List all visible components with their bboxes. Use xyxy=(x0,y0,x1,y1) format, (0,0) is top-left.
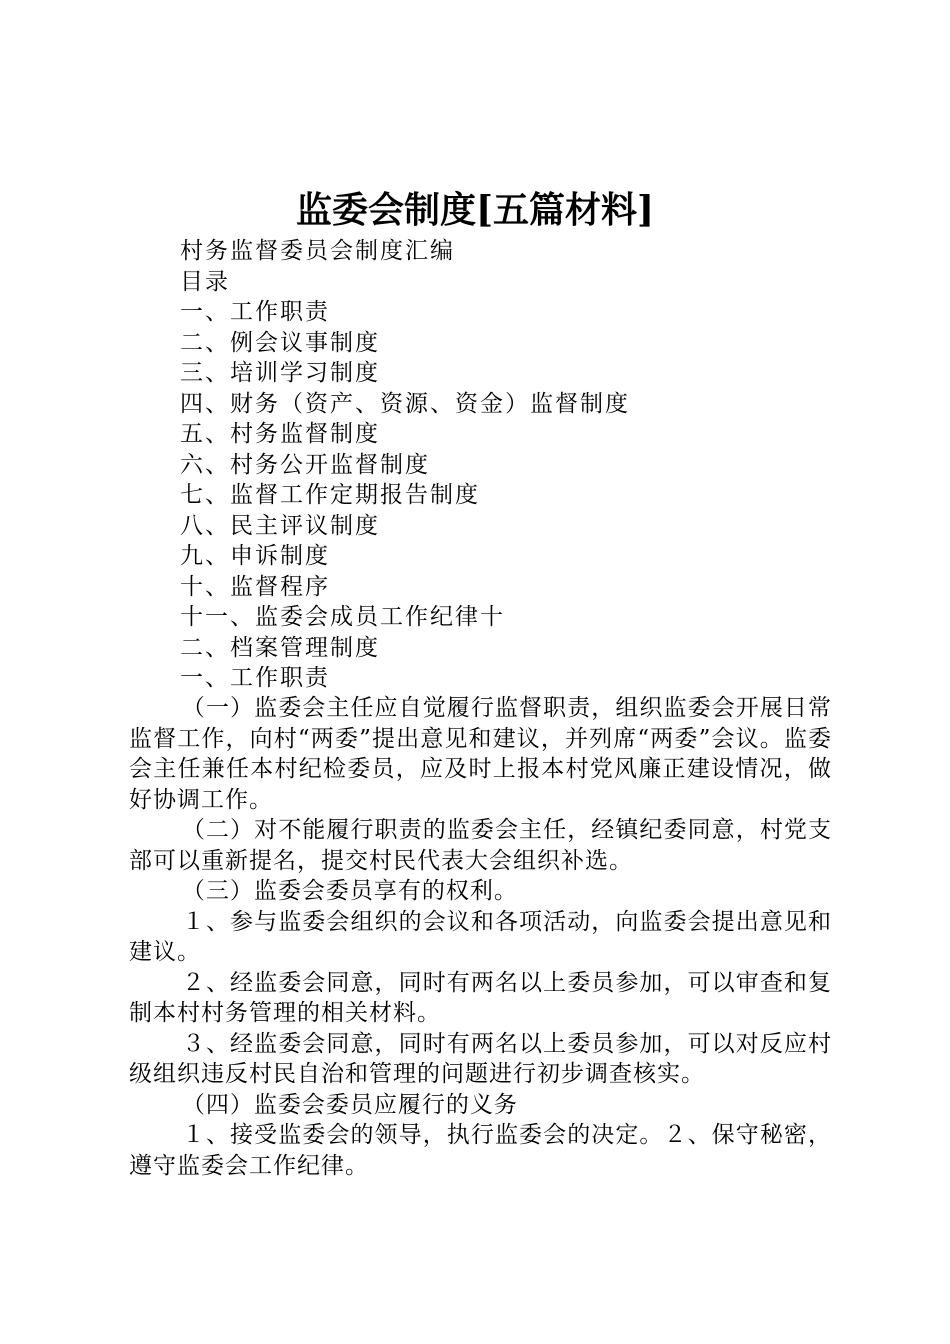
toc-item: 四、财务（资产、资源、资金）监督制度 xyxy=(180,390,630,417)
toc-item: 一、工作职责 xyxy=(180,299,330,325)
body-paragraph: ３、经监委会同意，同时有两名以上委员参加，可以对反应村级组织违反村民自治和管理的问题进行初步调查核实。 xyxy=(129,1030,832,1087)
toc-item: 五、村务监督制度 xyxy=(180,421,380,447)
body-paragraph: （一）监委会主任应自觉履行监督职责，组织监委会开展日常监督工作，向村“两委”提出意见和建议，并列席“两委”会议。监委会主任兼任本村纪检委员，应及时上报本村党风廉正建设情况，做好协调工作。 xyxy=(129,695,832,813)
body-paragraph: ２、经监委会同意，同时有两名以上委员参加，可以审查和复制本村村务管理的相关材料。 xyxy=(129,969,832,1026)
body-paragraph: （三）监委会委员享有的权利。 xyxy=(181,878,518,904)
toc-item: 九、申诉制度 xyxy=(180,543,330,569)
toc-item: 二、例会议事制度 xyxy=(180,329,380,356)
document-subtitle: 村务监督委员会制度汇编 xyxy=(180,238,455,264)
table-of-contents xyxy=(180,236,880,694)
body-paragraph: （四）监委会委员应履行的义务 xyxy=(181,1091,518,1118)
section-heading: 一、工作职责 xyxy=(180,665,330,691)
toc-item: 二、档案管理制度 xyxy=(180,634,380,661)
toc-item: 八、民主评议制度 xyxy=(180,512,380,539)
toc-item: 三、培训学习制度 xyxy=(180,360,380,386)
toc-item: 七、监督工作定期报告制度 xyxy=(180,482,480,508)
toc-heading: 目录 xyxy=(180,268,230,295)
document-title: 监委会制度[五篇材料] xyxy=(295,189,655,231)
body-paragraph: １、接受监委会的领导，执行监委会的决定。２、保守秘密，遵守监委会工作纪律。 xyxy=(129,1122,832,1179)
toc-item: 六、村务公开监督制度 xyxy=(180,451,430,478)
document-body xyxy=(129,693,832,1181)
body-paragraph: １、参与监委会组织的会议和各项活动，向监委会提出意见和建议。 xyxy=(129,908,832,965)
body-paragraph: （二）对不能履行职责的监委会主任，经镇纪委同意，村党支部可以重新提名，提交村民代表大会组织补选。 xyxy=(129,817,832,874)
toc-item: 十一、监委会成员工作纪律十 xyxy=(180,604,505,630)
toc-item: 十、监督程序 xyxy=(180,573,330,600)
